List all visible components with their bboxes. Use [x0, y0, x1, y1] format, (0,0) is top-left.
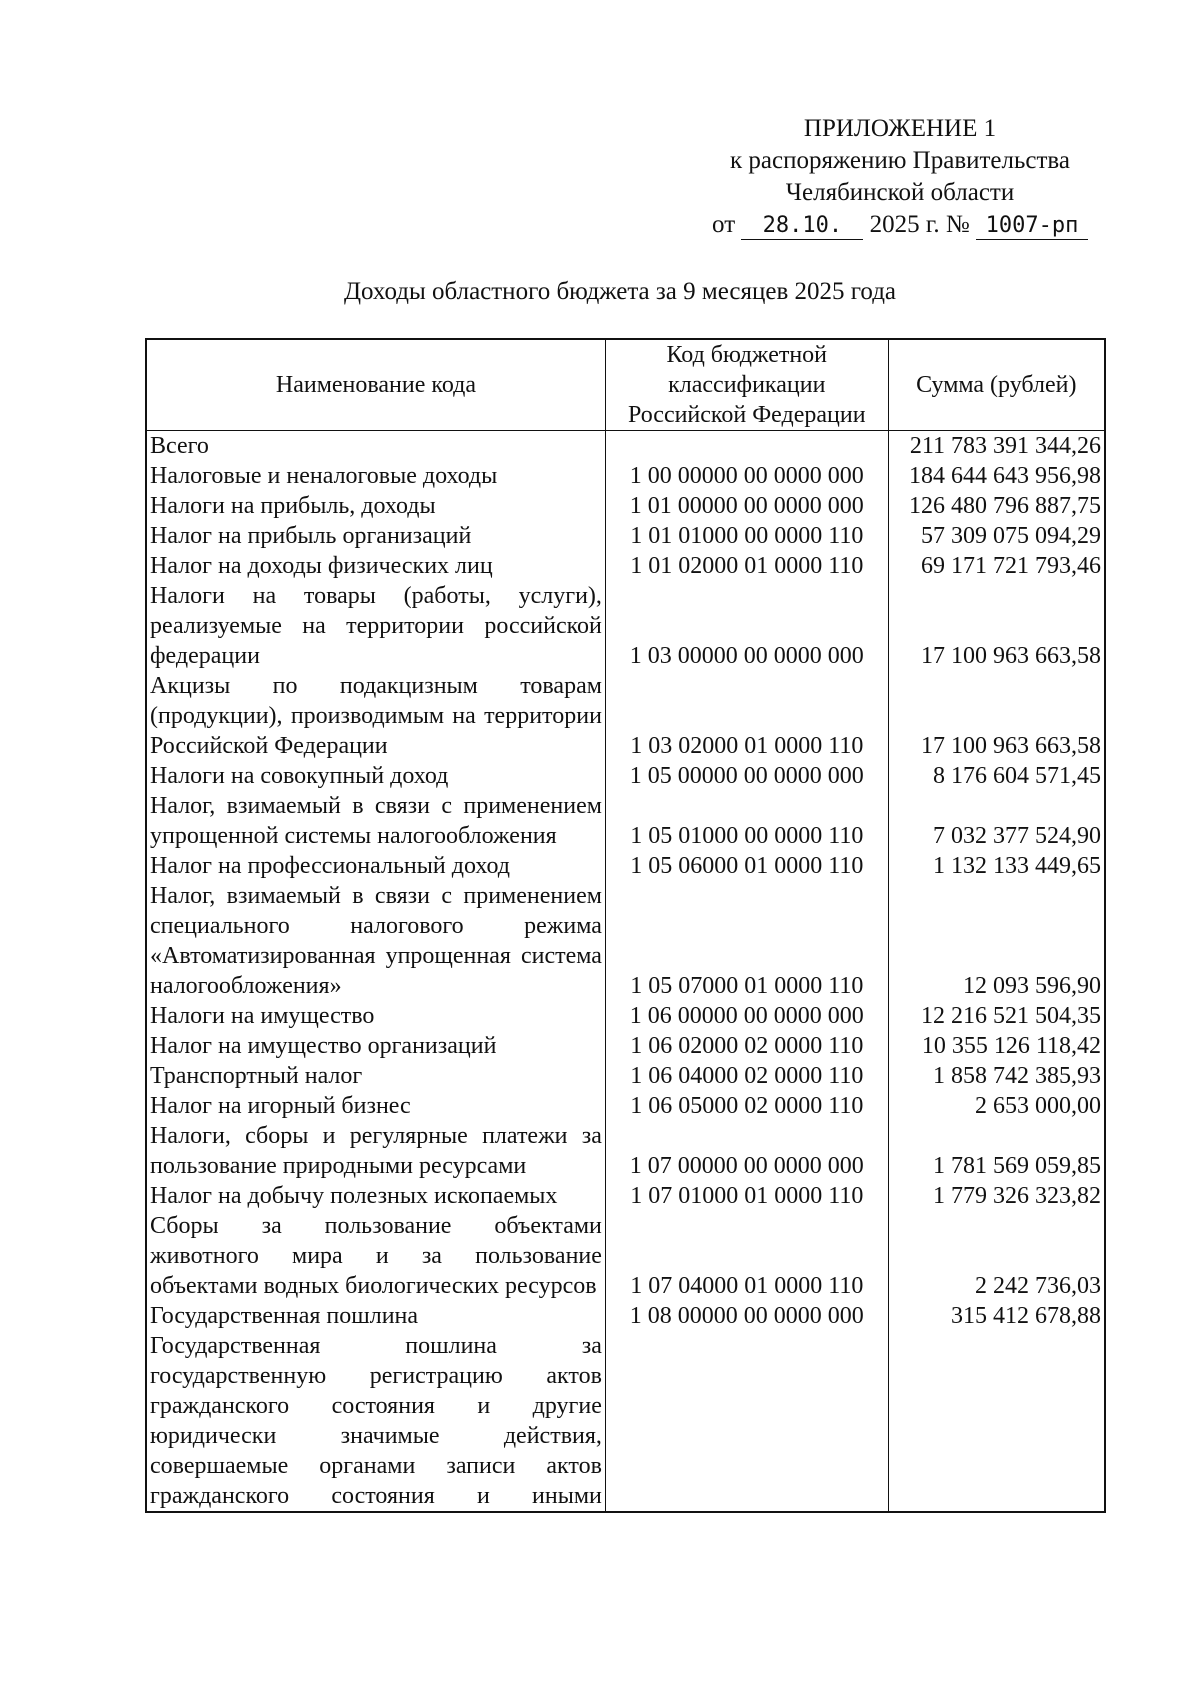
row-sum	[888, 1331, 1105, 1512]
appendix-date-line	[700, 209, 1100, 241]
table-row	[146, 1181, 1105, 1211]
row-code: 1 06 00000 00 0000 000	[605, 1001, 888, 1031]
appendix-order-line: к распоряжению Правительства	[729, 147, 1070, 174]
table-row	[146, 581, 1105, 671]
row-sum: 2 653 000,00	[888, 1091, 1105, 1121]
row-sum: 184 644 643 956,98	[888, 461, 1105, 491]
table-row	[146, 491, 1105, 521]
row-sum: 12 216 521 504,35	[888, 1001, 1105, 1031]
row-sum: 10 355 126 118,42	[888, 1031, 1105, 1061]
row-sum: 7 032 377 524,90	[888, 791, 1105, 851]
table-row	[146, 1331, 1105, 1512]
row-sum: 211 783 391 344,26	[888, 431, 1105, 462]
row-code: 1 06 05000 02 0000 110	[605, 1091, 888, 1121]
header-code: Код бюджетной классификации Российской Федерации	[605, 339, 888, 431]
row-sum: 1 858 742 385,93	[888, 1061, 1105, 1091]
row-code: 1 07 00000 00 0000 000	[605, 1121, 888, 1181]
row-sum: 17 100 963 663,58	[888, 671, 1105, 761]
row-name: Сборы за пользование объектами животного мира и за пользование объектами водных биологических ресурсов	[146, 1211, 605, 1301]
header-name: Наименование кода	[146, 339, 605, 431]
table-row	[146, 1001, 1105, 1031]
row-code: 1 06 04000 02 0000 110	[605, 1061, 888, 1091]
row-name: Налоги на прибыль, доходы	[146, 491, 605, 521]
appendix-header	[700, 113, 1100, 241]
row-code: 1 05 06000 01 0000 110	[605, 851, 888, 881]
row-code: 1 01 02000 01 0000 110	[605, 551, 888, 581]
table-row	[146, 1031, 1105, 1061]
row-name: Транспортный налог	[146, 1061, 605, 1091]
row-sum: 12 093 596,90	[888, 881, 1105, 1001]
row-code: 1 08 00000 00 0000 000	[605, 1301, 888, 1331]
row-code: 1 07 01000 01 0000 110	[605, 1181, 888, 1211]
row-code: 1 03 02000 01 0000 110	[605, 671, 888, 761]
row-sum: 1 781 569 059,85	[888, 1121, 1105, 1181]
row-sum: 315 412 678,88	[888, 1301, 1105, 1331]
row-code: 1 07 04000 01 0000 110	[605, 1211, 888, 1301]
row-sum: 126 480 796 887,75	[888, 491, 1105, 521]
row-sum: 17 100 963 663,58	[888, 581, 1105, 671]
row-code	[605, 1331, 888, 1512]
year-label: 2025 г. №	[869, 211, 970, 238]
table-row	[146, 761, 1105, 791]
budget-table	[145, 338, 1106, 1513]
row-sum: 2 242 736,03	[888, 1211, 1105, 1301]
row-name: Налог, взимаемый в связи с применением специального налогового режима «Автоматизированная упрощенная система налогообложения»	[146, 881, 605, 1001]
row-name: Налог на доходы физических лиц	[146, 551, 605, 581]
row-name: Налог на имущество организаций	[146, 1031, 605, 1061]
row-sum: 1 779 326 323,82	[888, 1181, 1105, 1211]
row-code: 1 05 00000 00 0000 000	[605, 761, 888, 791]
document-title: Доходы областного бюджета за 9 месяцев 2025 года	[343, 278, 897, 305]
row-sum: 69 171 721 793,46	[888, 551, 1105, 581]
budget-table-body	[146, 431, 1105, 1513]
row-code: 1 01 00000 00 0000 000	[605, 491, 888, 521]
table-row	[146, 851, 1105, 881]
row-code: 1 05 07000 01 0000 110	[605, 881, 888, 1001]
row-sum: 1 132 133 449,65	[888, 851, 1105, 881]
row-name: Налог, взимаемый в связи с применением упрощенной системы налогообложения	[146, 791, 605, 851]
row-code: 1 00 00000 00 0000 000	[605, 461, 888, 491]
table-row	[146, 791, 1105, 851]
row-name: Налоговые и неналоговые доходы	[146, 461, 605, 491]
row-name: Налоги, сборы и регулярные платежи за пользование природными ресурсами	[146, 1121, 605, 1181]
row-name: Налоги на совокупный доход	[146, 761, 605, 791]
row-name: Налог на прибыль организаций	[146, 521, 605, 551]
row-name: Налоги на имущество	[146, 1001, 605, 1031]
header-sum: Сумма (рублей)	[888, 339, 1105, 431]
row-name: Налог на игорный бизнес	[146, 1091, 605, 1121]
row-sum: 8 176 604 571,45	[888, 761, 1105, 791]
row-name: Всего	[146, 431, 605, 462]
row-name: Акцизы по подакцизным товарам (продукции), производимым на территории Российской Федерации	[146, 671, 605, 761]
table-row	[146, 671, 1105, 761]
row-code: 1 03 00000 00 0000 000	[605, 581, 888, 671]
table-row	[146, 1301, 1105, 1331]
table-row	[146, 1121, 1105, 1181]
table-row	[146, 431, 1105, 462]
table-row	[146, 551, 1105, 581]
table-row	[146, 461, 1105, 491]
row-name: Налоги на товары (работы, услуги), реализуемые на территории российской федерации	[146, 581, 605, 671]
row-code: 1 06 02000 02 0000 110	[605, 1031, 888, 1061]
row-sum: 57 309 075 094,29	[888, 521, 1105, 551]
table-row	[146, 521, 1105, 551]
row-name: Налог на профессиональный доход	[146, 851, 605, 881]
row-code: 1 05 01000 00 0000 110	[605, 791, 888, 851]
appendix-title: ПРИЛОЖЕНИЕ 1	[803, 115, 997, 142]
table-row	[146, 881, 1105, 1001]
row-name: Налог на добычу полезных ископаемых	[146, 1181, 605, 1211]
from-label: от	[712, 211, 736, 238]
row-name: Государственная пошлина за государственную регистрацию актов гражданского состояния и другие юридически значимые действия, совершаемые органами записи актов гражданского состояния и иными	[146, 1331, 605, 1512]
table-row	[146, 1061, 1105, 1091]
order-date: 28.10.	[741, 213, 863, 240]
row-code	[605, 431, 888, 462]
appendix-region-line: Челябинской области	[785, 179, 1015, 206]
table-header-row	[146, 339, 1105, 431]
table-row	[146, 1091, 1105, 1121]
order-number: 1007-рп	[976, 213, 1088, 240]
table-row	[146, 1211, 1105, 1301]
row-code: 1 01 01000 00 0000 110	[605, 521, 888, 551]
row-name: Государственная пошлина	[146, 1301, 605, 1331]
